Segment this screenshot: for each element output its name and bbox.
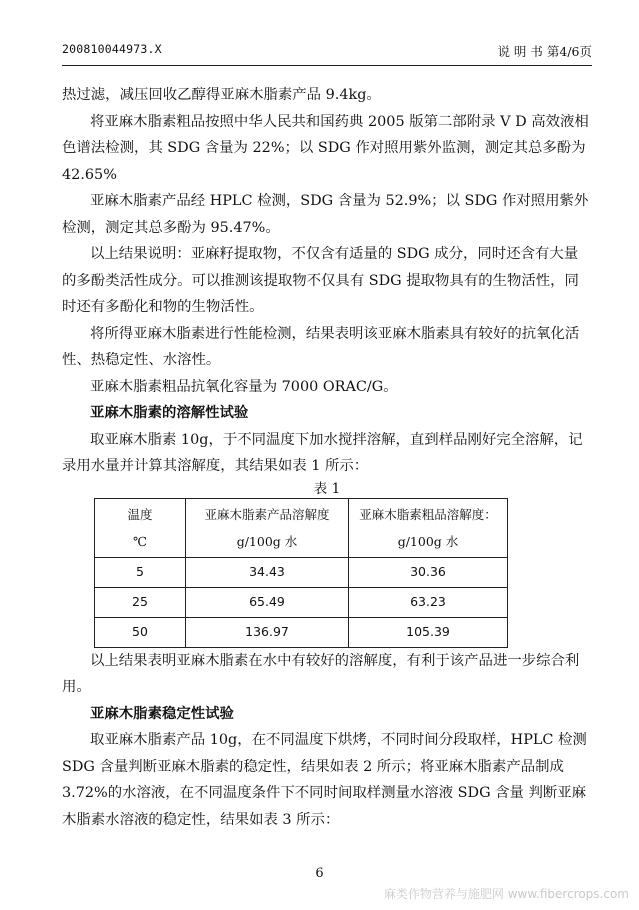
table-cell: 50 bbox=[95, 617, 186, 647]
paragraph: 亚麻木脂素粗品抗氧化容量为 7000 ORAC/G。 bbox=[90, 378, 398, 395]
header-rule bbox=[62, 65, 592, 66]
watermark: 麻类作物营养与施肥网 www.fibercrops.com bbox=[383, 887, 629, 901]
section-heading: 亚麻木脂素稳定性试验 bbox=[90, 704, 234, 722]
section-heading: 亚麻木脂素的溶解性试验 bbox=[90, 404, 249, 421]
doc-id: 200810044973.X bbox=[62, 42, 162, 56]
paragraph: 热过滤，减压回收乙醇得亚麻木脂素产品 9.4kg。 bbox=[62, 87, 381, 103]
table-cell: 63.23 bbox=[349, 587, 508, 617]
table-cell: 30.36 bbox=[349, 557, 508, 587]
table-cell: 65.49 bbox=[186, 587, 349, 617]
table-row bbox=[95, 587, 508, 617]
table-caption: 表 1 bbox=[313, 480, 341, 497]
table-cell: 105.39 bbox=[349, 617, 508, 647]
paragraph: 取亚麻木脂素产品 10g，在不同温度下烘烤，不同时间分段取样，HPLC 检测 SDG 含量判断亚麻木脂素的稳定性，结果如表 2 所示；将亚麻木脂素产品制成 3.72%的水溶液，在不同温度条件下不同时间取样测量水溶液 SDG 含量 判断亚麻木脂素水溶液的稳定性，结果如表 3 所示： bbox=[62, 732, 587, 828]
solubility-table bbox=[94, 498, 508, 648]
page-header bbox=[62, 42, 592, 62]
table-header-cell: 亚麻木脂素粗品溶解度： g/100g 水 bbox=[349, 498, 508, 557]
page-number: 6 bbox=[315, 866, 324, 881]
paragraph: 将所得亚麻木脂素进行性能检测，结果表明该亚麻木脂素具有较好的抗氧化活性、热稳定性、水溶性。 bbox=[62, 325, 580, 368]
table-row bbox=[95, 617, 508, 647]
table-cell: 5 bbox=[95, 557, 186, 587]
paragraph: 取亚麻木脂素 10g，于不同温度下加水搅拌溶解，直到样品刚好完全溶解，记录用水量并计算其溶解度，其结果如表 1 所示： bbox=[62, 431, 583, 474]
paragraph: 将亚麻木脂素粗品按照中华人民共和国药典 2005 版第二部附录 V D 高效液相色谱法检测，其 SDG 含量为 22%；以 SDG 作对照用紫外监测，测定其总多酚为 42.65% bbox=[62, 113, 589, 183]
paragraph: 亚麻木脂素产品经 HPLC 检测，SDG 含量为 52.9%；以 SDG 作对照用紫外检测，测定其总多酚为 95.47%。 bbox=[62, 193, 589, 236]
header-section: 说 明 书 第4/6页 bbox=[497, 44, 592, 59]
table-header-row bbox=[95, 498, 508, 557]
paragraph: 以上结果说明：亚麻籽提取物，不仅含有适量的 SDG 成分，同时还含有大量的多酚类活性成分。可以推测该提取物不仅具有 SDG 提取物具有的生物活性，同时还有多酚化和物的生物活性。 bbox=[62, 246, 579, 315]
document-body bbox=[62, 82, 592, 833]
paragraph: 以上结果表明亚麻木脂素在水中有较好的溶解度，有利于该产品进一步综合利用。 bbox=[62, 652, 580, 695]
table-row bbox=[95, 557, 508, 587]
table-header-cell: 温度 ℃ bbox=[95, 498, 186, 557]
table-header-cell: 亚麻木脂素产品溶解度 g/100g 水 bbox=[186, 498, 349, 557]
table-cell: 34.43 bbox=[186, 557, 349, 587]
table-cell: 25 bbox=[95, 587, 186, 617]
table-cell: 136.97 bbox=[186, 617, 349, 647]
